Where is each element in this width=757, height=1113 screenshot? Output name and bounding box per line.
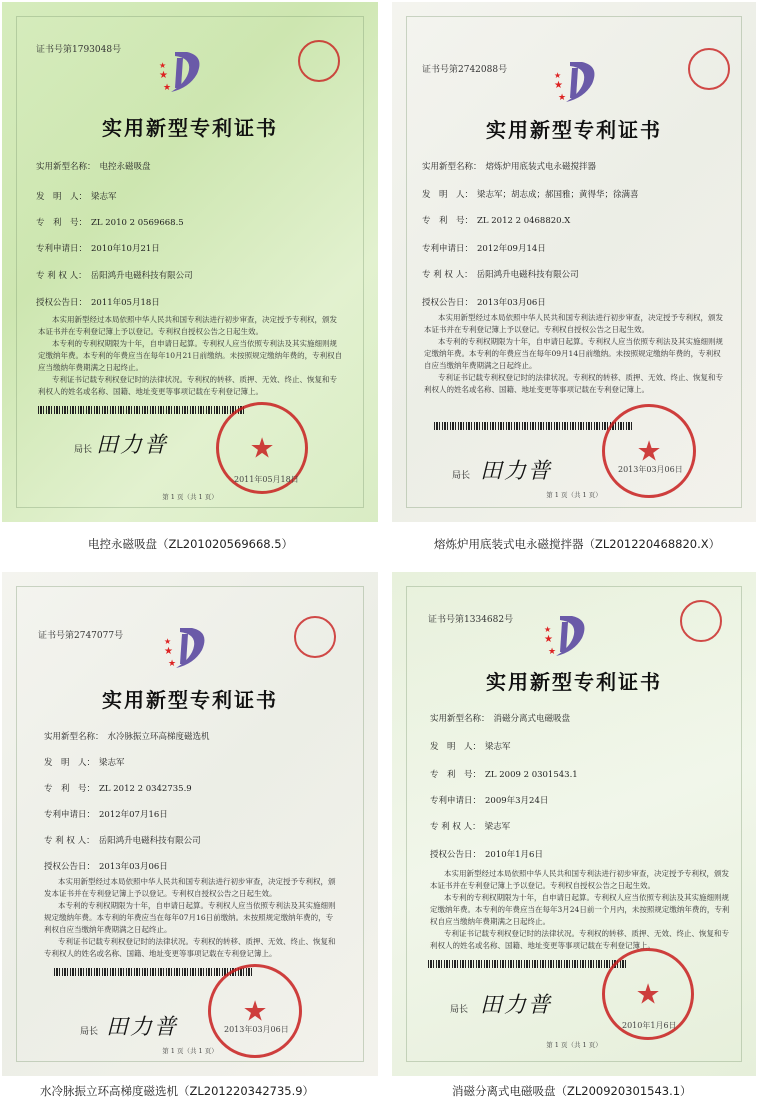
seal-date: 2013年03月06日: [618, 465, 683, 474]
caption-certificate-1: 电控永磁吸盘（ZL201020569668.5）: [88, 537, 294, 551]
patentee-row: [44, 834, 201, 846]
certificate-number: 证书号第2742088号: [422, 65, 508, 75]
patent-number-value: ZL 2012 2 0468820.X: [477, 216, 571, 226]
svg-text:★: ★: [554, 80, 563, 91]
inventor-label: 发 明 人：: [430, 742, 482, 752]
paragraph-1: 本实用新型经过本局依照中华人民共和国专利法进行初步审查，决定授予专利权，颁发本证书并在专利登记簿上予以登记。专利权自授权公告之日起生效。: [424, 313, 723, 334]
name-value: 熔炼炉用底装式电永磁搅拌器: [485, 162, 597, 172]
grant-date-value: 2013年03月06日: [99, 862, 168, 872]
inventor-value: 梁志军: [91, 192, 117, 202]
filing-date-row: [430, 794, 548, 806]
grant-date-row: [36, 296, 160, 308]
page-number: 第 1 页（共 1 页）: [162, 1047, 218, 1055]
paragraph-1: 本实用新型经过本局依照中华人民共和国专利法进行初步审查，决定授予专利权，颁发本证书并在专利登记簿上予以登记。专利权自授权公告之日起生效。: [38, 315, 337, 336]
director-label: 局长: [80, 1027, 99, 1037]
small-red-stamp: [294, 616, 336, 658]
patent-number-value: ZL 2009 2 0301543.1: [485, 770, 578, 780]
sipo-logo-icon: [542, 612, 598, 660]
seal-date: 2010年1月6日: [622, 1021, 677, 1030]
caption-certificate-4: 消磁分离式电磁吸盘（ZL200920301543.1）: [452, 1084, 692, 1098]
filing-date-row: [36, 242, 160, 254]
svg-text:★: ★: [163, 83, 172, 93]
patent-number-row: [430, 768, 578, 780]
inventor-row: [36, 190, 117, 202]
svg-text:★: ★: [544, 634, 553, 645]
patent-certificate-3: [2, 572, 378, 1076]
page-number: 第 1 页（共 1 页）: [162, 493, 218, 501]
patentee-value: 岳阳鸿升电磁科技有限公司: [476, 270, 579, 280]
director-signature: 田力普: [106, 1015, 179, 1040]
svg-text:★: ★: [558, 93, 567, 103]
patent-certificate-2: [392, 2, 756, 522]
patent-number-label: 专 利 号：: [36, 218, 88, 228]
name-label: 实用新型名称：: [44, 732, 104, 742]
certificate-title: 实用新型专利证书: [486, 670, 662, 694]
paragraph-3: 专利证书记载专利权登记时的法律状况。专利权的转移、质押、无效、终止、恢复和专利权人的姓名或名称、国籍、地址变更等事项记载在专利登记簿上。: [424, 373, 723, 394]
paragraph-2: 本专利的专利权期限为十年，自申请日起算。专利权人应当依照专利法及其实施细则规定缴纳年费。本专利的年费应当在每年3月24日前一个月内，未按照规定缴纳年费的，专利权自应当缴纳年费期满之日起终止。: [430, 893, 730, 926]
small-red-stamp: [680, 600, 722, 642]
svg-text:★: ★: [164, 637, 172, 646]
filing-date-label: 专利申请日：: [44, 810, 96, 820]
filing-date-row: [44, 808, 168, 820]
paragraph-3: 专利证书记载专利权登记时的法律状况。专利权的转移、质押、无效、终止、恢复和专利权人的姓名或名称、国籍、地址变更等事项记载在专利登记簿上。: [38, 375, 337, 396]
filing-date-value: 2012年07月16日: [99, 810, 168, 820]
patent-number-value: ZL 2012 2 0342735.9: [99, 784, 192, 794]
patentee-label: 专 利 权 人：: [430, 822, 481, 832]
filing-date-row: [422, 242, 546, 254]
seal-date: 2011年05月18日: [234, 475, 299, 484]
grant-date-value: 2011年05月18日: [91, 298, 160, 308]
utility-model-name-row: [36, 160, 151, 172]
patent-number-label: 专 利 号：: [430, 770, 482, 780]
grant-date-label: 授权公告日：: [430, 850, 482, 860]
certificate-number: 证书号第1334682号: [428, 615, 514, 625]
certificate-body-text: [430, 868, 730, 952]
patentee-value: 岳阳鸿升电磁科技有限公司: [98, 836, 201, 846]
seal-emblem-icon: ★: [242, 994, 268, 1028]
svg-text:★: ★: [168, 659, 177, 669]
utility-model-name-row: [44, 730, 210, 742]
patentee-row: [430, 820, 510, 832]
patent-number-value: ZL 2010 2 0569668.5: [91, 218, 184, 228]
svg-text:★: ★: [159, 70, 168, 81]
paragraph-2: 本专利的专利权期限为十年，自申请日起算。专利权人应当依照专利法及其实施细则规定缴纳年费。本专利的年费应当在每年09月14日前缴纳。未按照规定缴纳年费的，专利权自应当缴纳年费期满之日起终止。: [424, 337, 723, 370]
page-number: 第 1 页（共 1 页）: [546, 1041, 602, 1049]
filing-date-label: 专利申请日：: [430, 796, 482, 806]
filing-date-label: 专利申请日：: [422, 244, 474, 254]
grant-date-value: 2010年1月6日: [485, 850, 543, 860]
seal-emblem-icon: ★: [249, 431, 275, 465]
certificate-body-text: [38, 314, 344, 398]
filing-date-label: 专利申请日：: [36, 244, 88, 254]
inventor-row: [430, 740, 511, 752]
name-label: 实用新型名称：: [422, 162, 482, 172]
page-number: 第 1 页（共 1 页）: [546, 491, 602, 499]
patentee-label: 专 利 权 人：: [422, 270, 473, 280]
utility-model-name-row: [422, 160, 596, 172]
inventor-label: 发 明 人：: [422, 190, 474, 200]
name-label: 实用新型名称：: [36, 162, 96, 172]
svg-text:★: ★: [544, 625, 552, 634]
patentee-value: 岳阳鸿升电磁科技有限公司: [90, 271, 193, 281]
paragraph-1: 本实用新型经过本局依照中华人民共和国专利法进行初步审查，决定授予专利权，颁发本证书并在专利登记簿上予以登记。专利权自授权公告之日起生效。: [430, 869, 729, 890]
patentee-label: 专 利 权 人：: [36, 271, 87, 281]
patent-number-row: [422, 214, 570, 226]
caption-certificate-2: 熔炼炉用底装式电永磁搅拌器（ZL201220468820.X）: [434, 537, 721, 551]
certificate-body-text: [424, 312, 724, 396]
paragraph-3: 专利证书记载专利权登记时的法律状况。专利权的转移、质押、无效、终止、恢复和专利权人的姓名或名称、国籍、地址变更等事项记载在专利登记簿上。: [430, 929, 729, 950]
sipo-logo-icon: [157, 48, 213, 96]
barcode: [38, 406, 246, 414]
inventor-label: 发 明 人：: [44, 758, 96, 768]
inventor-value: 梁志军: [485, 742, 511, 752]
seal-date: 2013年03月06日: [224, 1025, 289, 1034]
patentee-value: 梁志军: [484, 822, 511, 832]
caption-certificate-3: 水冷脉振立环高梯度磁选机（ZL201220342735.9）: [40, 1084, 315, 1098]
filing-date-value: 2009年3月24日: [485, 796, 549, 806]
director-label: 局长: [74, 445, 93, 455]
inventor-value: 梁志军: [99, 758, 125, 768]
utility-model-name-row: [430, 712, 570, 724]
svg-text:★: ★: [159, 61, 167, 70]
filing-date-value: 2010年10月21日: [91, 244, 160, 254]
grant-date-label: 授权公告日：: [44, 862, 96, 872]
sipo-logo-icon: [552, 58, 608, 106]
small-red-stamp: [688, 48, 730, 90]
barcode: [434, 422, 634, 430]
patent-certificate-4: [392, 572, 756, 1076]
grant-date-value: 2013年03月06日: [477, 298, 546, 308]
name-value: 电控永磁吸盘: [99, 162, 151, 172]
certificate-number: 证书号第1793048号: [36, 45, 122, 55]
grant-date-label: 授权公告日：: [36, 298, 88, 308]
director-signature: 田力普: [96, 433, 169, 458]
patentee-row: [422, 268, 579, 280]
certificate-body-text: [44, 876, 340, 960]
paragraph-1: 本实用新型经过本局依照中华人民共和国专利法进行初步审查，决定授予专利权，颁发本证书并在专利登记簿上予以登记。专利权自授权公告之日起生效。: [44, 877, 336, 898]
certificate-title: 实用新型专利证书: [102, 116, 278, 140]
certificate-title: 实用新型专利证书: [102, 688, 278, 712]
director-label: 局长: [452, 471, 471, 481]
director-signature: 田力普: [480, 993, 553, 1018]
patentee-row: [36, 269, 193, 281]
certificate-title: 实用新型专利证书: [486, 118, 662, 142]
svg-text:★: ★: [548, 647, 557, 657]
filing-date-value: 2012年09月14日: [477, 244, 546, 254]
paragraph-2: 本专利的专利权期限为十年，自申请日起算。专利权人应当依照专利法及其实施细则规定缴纳年费。本专利的年费应当在每年07月16日前缴纳。未按照规定缴纳年费的，专利权自应当缴纳年费期满之日起终止。: [44, 901, 336, 934]
patent-number-label: 专 利 号：: [44, 784, 96, 794]
patent-number-row: [44, 782, 192, 794]
grant-date-row: [422, 296, 546, 308]
seal-emblem-icon: ★: [636, 434, 662, 468]
patentee-label: 专 利 权 人：: [44, 836, 95, 846]
sipo-logo-icon: [162, 624, 218, 672]
patent-certificate-1: [2, 2, 378, 522]
official-seal: [602, 404, 696, 498]
inventor-label: 发 明 人：: [36, 192, 88, 202]
grant-date-label: 授权公告日：: [422, 298, 474, 308]
name-label: 实用新型名称：: [430, 714, 490, 724]
grant-date-row: [44, 860, 168, 872]
inventor-row: [422, 188, 639, 200]
official-seal: [208, 964, 302, 1058]
patent-number-row: [36, 216, 184, 228]
patent-number-label: 专 利 号：: [422, 216, 474, 226]
name-value: 消磁分离式电磁吸盘: [493, 714, 571, 724]
inventor-value: 梁志军；胡志成；郝国雅；黄得华；徐满喜: [477, 190, 639, 200]
director-label: 局长: [450, 1005, 469, 1015]
paragraph-2: 本专利的专利权期限为十年，自申请日起算。专利权人应当依照专利法及其实施细则规定缴纳年费。本专利的年费应当在每年10月21日前缴纳。未按照规定缴纳年费的，专利权自应当缴纳年费期满之日起终止。: [38, 339, 343, 372]
certificate-number: 证书号第2747077号: [38, 631, 124, 641]
barcode: [428, 960, 628, 968]
svg-text:★: ★: [554, 71, 562, 80]
paragraph-3: 专利证书记载专利权登记时的法律状况。专利权的转移、质押、无效、终止、恢复和专利权人的姓名或名称、国籍、地址变更等事项记载在专利登记簿上。: [44, 937, 336, 958]
svg-text:★: ★: [164, 646, 173, 657]
inventor-row: [44, 756, 125, 768]
small-red-stamp: [298, 40, 340, 82]
seal-emblem-icon: ★: [635, 977, 661, 1011]
name-value: 水冷脉振立环高梯度磁选机: [107, 732, 210, 742]
director-signature: 田力普: [480, 459, 553, 484]
grant-date-row: [430, 848, 543, 860]
